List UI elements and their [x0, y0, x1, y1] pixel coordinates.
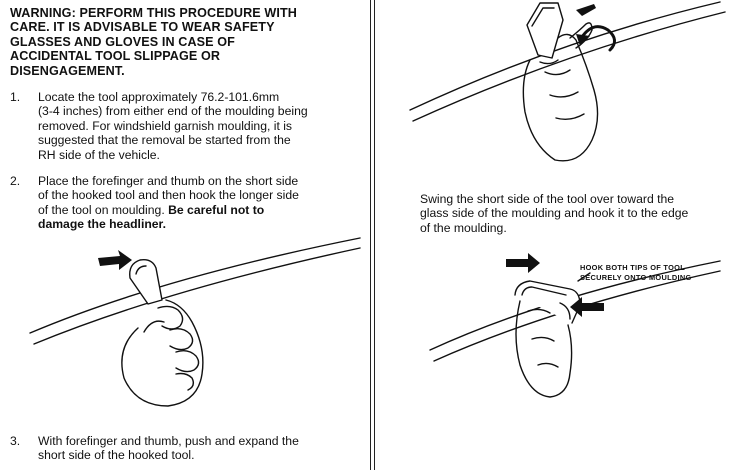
step-line: RH side of the vehicle. — [38, 147, 160, 162]
warning-line: ACCIDENTAL TOOL SLIPPAGE OR — [10, 49, 221, 64]
moulding-edge — [434, 271, 720, 361]
warning-line: CARE. IT IS ADVISABLE TO WEAR SAFETY — [10, 20, 275, 35]
step-line: (3-4 inches) from either end of the moulding being — [38, 104, 308, 119]
step-line: short side of the hooked tool. — [38, 448, 195, 463]
warning-line: DISENGAGEMENT. — [10, 63, 125, 78]
moulding-edge — [410, 2, 720, 110]
step-number: 3. — [10, 434, 21, 448]
hand — [523, 34, 597, 160]
caption-line: glass side of the moulding and hook it to the edge — [420, 206, 689, 221]
warning-block — [10, 6, 355, 78]
step-line: removed. For windshield garnish moulding, it is — [38, 118, 293, 133]
step-number: 2. — [10, 174, 21, 188]
arrow-icon — [98, 250, 132, 270]
warning-line: WARNING: PERFORM THIS PROCEDURE WITH — [10, 6, 297, 20]
step-number: 1. — [10, 90, 21, 104]
step-line: of the tool on moulding. — [38, 202, 165, 217]
caption-line: Swing the short side of the tool over toward the — [420, 192, 675, 206]
illustration-swing-tool — [380, 0, 740, 180]
caution-text: Be careful not to — [168, 202, 265, 217]
callout-line: HOOK BOTH TIPS OF TOOL — [580, 263, 686, 272]
step-line: Locate the tool approximately 76.2-101.6mm — [38, 90, 280, 104]
step-line: With forefinger and thumb, push and expand the — [38, 434, 299, 448]
step-line: suggested that the removal be started from the — [38, 133, 291, 148]
column-divider — [370, 0, 375, 470]
figure-caption — [420, 192, 730, 235]
moulding-edge — [34, 248, 360, 344]
arrow-icon — [506, 253, 540, 273]
moulding-edge — [413, 12, 725, 121]
step-line: of the hooked tool and then hook the longer side — [38, 188, 299, 203]
callout-line: SECURELY ONTO MOULDING — [580, 272, 692, 282]
leader-line — [578, 273, 590, 281]
illustration-hook-tool — [20, 238, 360, 408]
caution-text: damage the headliner. — [38, 217, 167, 232]
bracket-hook-icon — [576, 4, 596, 16]
moulding-edge — [30, 238, 360, 333]
warning-line: GLASSES AND GLOVES IN CASE OF — [10, 34, 235, 49]
caption-line: of the moulding. — [420, 220, 507, 235]
step-line: Place the forefinger and thumb on the short side — [38, 174, 299, 188]
illustration-hook-both-tips — [420, 255, 740, 405]
